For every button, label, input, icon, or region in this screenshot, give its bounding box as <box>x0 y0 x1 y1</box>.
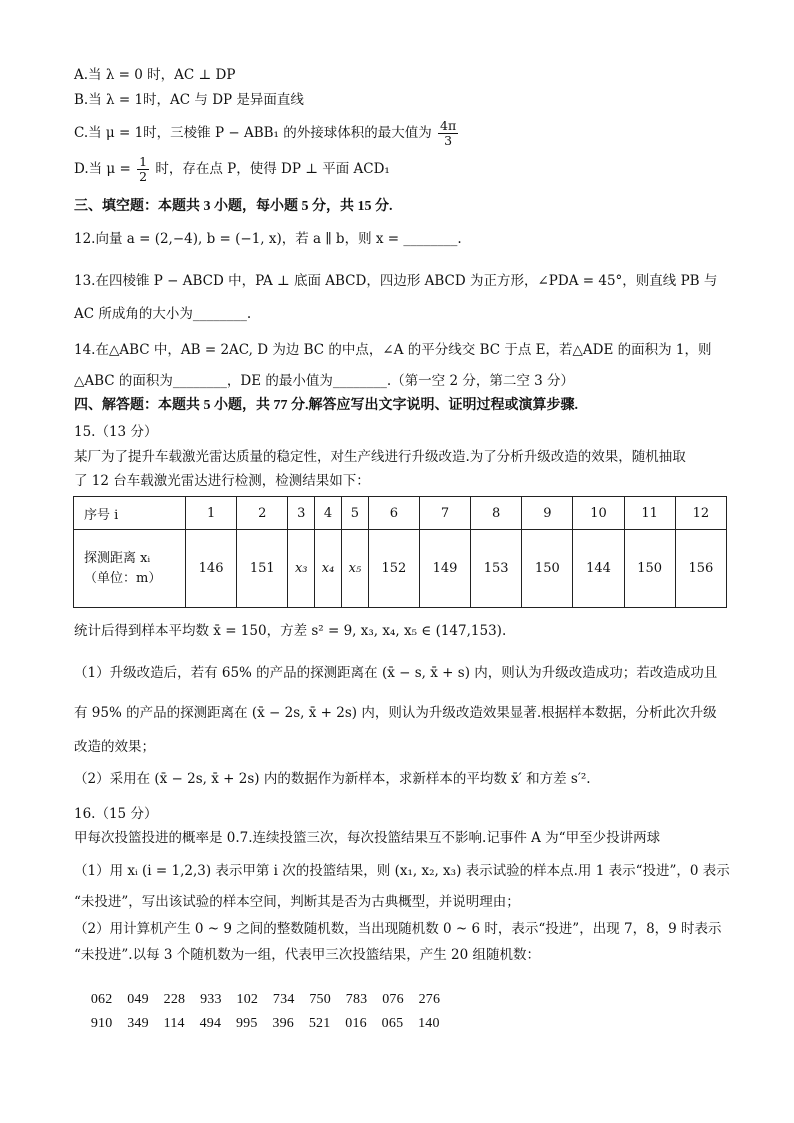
question-15-statistics: 统计后得到样本平均数 x̄ = 150，方差 s² = 9, x₃, x₄, x₅ ∈ (147,153). <box>74 623 507 639</box>
random-number: 114 <box>163 1016 185 1031</box>
option-a: A.当 λ = 0 时，AC ⊥ DP <box>74 67 236 83</box>
question-16-line1: 甲每次投篮投进的概率是 0.7.连续投篮三次，每次投篮结果互不影响.记事件 A 为“甲至少投讲两球 <box>74 830 661 846</box>
random-number: 750 <box>309 992 331 1007</box>
option-c-text: C.当 μ = 1时，三棱锥 P − ABB₁ 的外接球体积的最大值为 <box>74 125 432 141</box>
random-numbers-row2 <box>76 1000 440 1048</box>
question-12: 12.向量 a = (2,−4), b = (−1, x)，若 a ∥ b，则 x = ________. <box>74 231 462 247</box>
table-cell: 144 <box>573 530 624 608</box>
question-13-line1: 13.在四棱锥 P − ABCD 中，PA ⊥ 底面 ABCD，四边形 ABCD 为正方形，∠PDA = 45°，则直线 PB 与 <box>74 273 718 289</box>
question-15-line1: 某厂为了提升车载激光雷达质量的稳定性，对生产线进行升级改造.为了分析升级改造的效果，随机抽取 <box>74 449 686 465</box>
random-number: 062 <box>90 992 113 1007</box>
table-cell: 149 <box>419 530 470 608</box>
random-number: 933 <box>200 992 222 1007</box>
table-cell: 7 <box>419 497 470 530</box>
random-number: 349 <box>127 1016 149 1031</box>
random-number: 102 <box>236 992 259 1007</box>
random-number: 494 <box>199 1016 222 1031</box>
random-number: 016 <box>345 1016 367 1031</box>
option-d-fraction <box>137 155 149 184</box>
question-15-part1-line3: 改造的效果； <box>74 739 155 755</box>
question-16-heading: 16.（15 分） <box>74 806 158 822</box>
option-c-numerator: 4π <box>440 118 457 133</box>
random-number: 910 <box>90 1016 113 1031</box>
question-15-part1-line2: 有 95% 的产品的探测距离在 (x̄ − 2s, x̄ + 2s) 内，则认为升级改造效果显著.根据样本数据，分析此次升级 <box>74 705 717 721</box>
table-header-distance <box>74 530 186 608</box>
table-cell: 8 <box>471 497 522 530</box>
random-number: 521 <box>308 1016 331 1031</box>
section4-title: 四、解答题：本题共 5 小题，共 77 分.解答应写出文字说明、证明过程或演算步骤. <box>74 398 578 413</box>
table-cell: 150 <box>624 530 675 608</box>
table-cell: 152 <box>368 530 419 608</box>
random-number: 140 <box>418 1016 440 1031</box>
section3-title: 三、填空题：本题共 3 小题，每小题 5 分，共 15 分. <box>74 199 393 214</box>
table-cell: 151 <box>237 530 288 608</box>
table-header-index: 序号 i <box>74 497 186 530</box>
table-cell: 4 <box>315 497 342 530</box>
option-c <box>74 116 460 150</box>
table-row-distance <box>74 530 727 608</box>
question-16-part2-line1: （2）用计算机产生 0 ~ 9 之间的整数随机数，当出现随机数 0 ~ 6 时，表示“投进”，出现 7，8，9 时表示 <box>74 921 722 937</box>
random-number: 065 <box>381 1016 404 1031</box>
option-c-denominator: 3 <box>444 133 453 148</box>
option-d-denominator: 2 <box>139 169 148 184</box>
option-b: B.当 λ = 1时，AC 与 DP 是异面直线 <box>74 92 304 108</box>
question-13-line2: AC 所成角的大小为________. <box>74 306 252 322</box>
table-cell: 2 <box>237 497 288 530</box>
table-cell: 5 <box>341 497 368 530</box>
table-cell: x₅ <box>341 530 368 608</box>
question-15-part2: （2）采用在 (x̄ − 2s, x̄ + 2s) 内的数据作为新样本，求新样本的平均数 x̄′ 和方差 s′². <box>74 771 591 787</box>
option-d <box>74 152 390 186</box>
question-14-line1: 14.在△ABC 中，AB = 2AC, D 为边 BC 的中点，∠A 的平分线交 BC 于点 E，若△ADE 的面积为 1，则 <box>74 342 712 358</box>
table-cell: 1 <box>186 497 237 530</box>
option-d-prefix: D.当 μ = <box>74 161 131 177</box>
table-cell: x₄ <box>315 530 342 608</box>
random-number: 995 <box>235 1016 258 1031</box>
question-14-line2: △ABC 的面积为________，DE 的最小值为________.（第一空 2 分，第二空 3 分） <box>74 373 575 389</box>
random-number: 049 <box>127 992 149 1007</box>
random-number: 396 <box>272 1016 295 1031</box>
table-cell: 12 <box>675 497 726 530</box>
table-cell: 3 <box>288 497 315 530</box>
table-cell: 146 <box>186 530 237 608</box>
question-15-heading: 15.（13 分） <box>74 424 158 440</box>
table-cell: 6 <box>368 497 419 530</box>
random-number: 228 <box>163 992 186 1007</box>
table-header-distance-unit: （单位：m） <box>84 570 162 586</box>
table-cell: 153 <box>471 530 522 608</box>
question-16-part2-line2: “未投进”.以每 3 个随机数为一组，代表甲三次投篮结果，产生 20 组随机数： <box>74 947 541 963</box>
table-row-index <box>74 497 727 530</box>
table-cell: 156 <box>675 530 726 608</box>
table-cell: 9 <box>522 497 573 530</box>
table-header-distance-label: 探测距离 xᵢ <box>84 550 151 566</box>
option-c-fraction <box>438 119 458 148</box>
option-d-suffix: 时，存在点 P，使得 DP ⊥ 平面 ACD₁ <box>155 161 390 177</box>
option-d-numerator: 1 <box>139 154 148 169</box>
question-16-part1-line1: （1）用 xᵢ (i = 1,2,3) 表示甲第 i 次的投篮结果，则 (x₁, x₂, x₃) 表示试验的样本点.用 1 表示“投进”，0 表示 <box>74 863 730 879</box>
question-16-part1-line2: “未投进”，写出该试验的样本空间，判断其是否为古典概型，并说明理由； <box>74 894 520 910</box>
table-cell: 150 <box>522 530 573 608</box>
random-number: 276 <box>418 992 441 1007</box>
table-cell: x₃ <box>288 530 315 608</box>
random-number: 783 <box>345 992 368 1007</box>
random-number: 076 <box>382 992 404 1007</box>
table-cell: 10 <box>573 497 624 530</box>
question-15-line2: 了 12 台车载激光雷达进行检测，检测结果如下： <box>74 473 370 489</box>
detection-table <box>73 496 727 608</box>
random-number: 734 <box>272 992 295 1007</box>
question-15-part1-line1: （1）升级改造后，若有 65% 的产品的探测距离在 (x̄ − s, x̄ + s) 内，则认为升级改造成功；若改造成功且 <box>74 665 718 681</box>
table-cell: 11 <box>624 497 675 530</box>
